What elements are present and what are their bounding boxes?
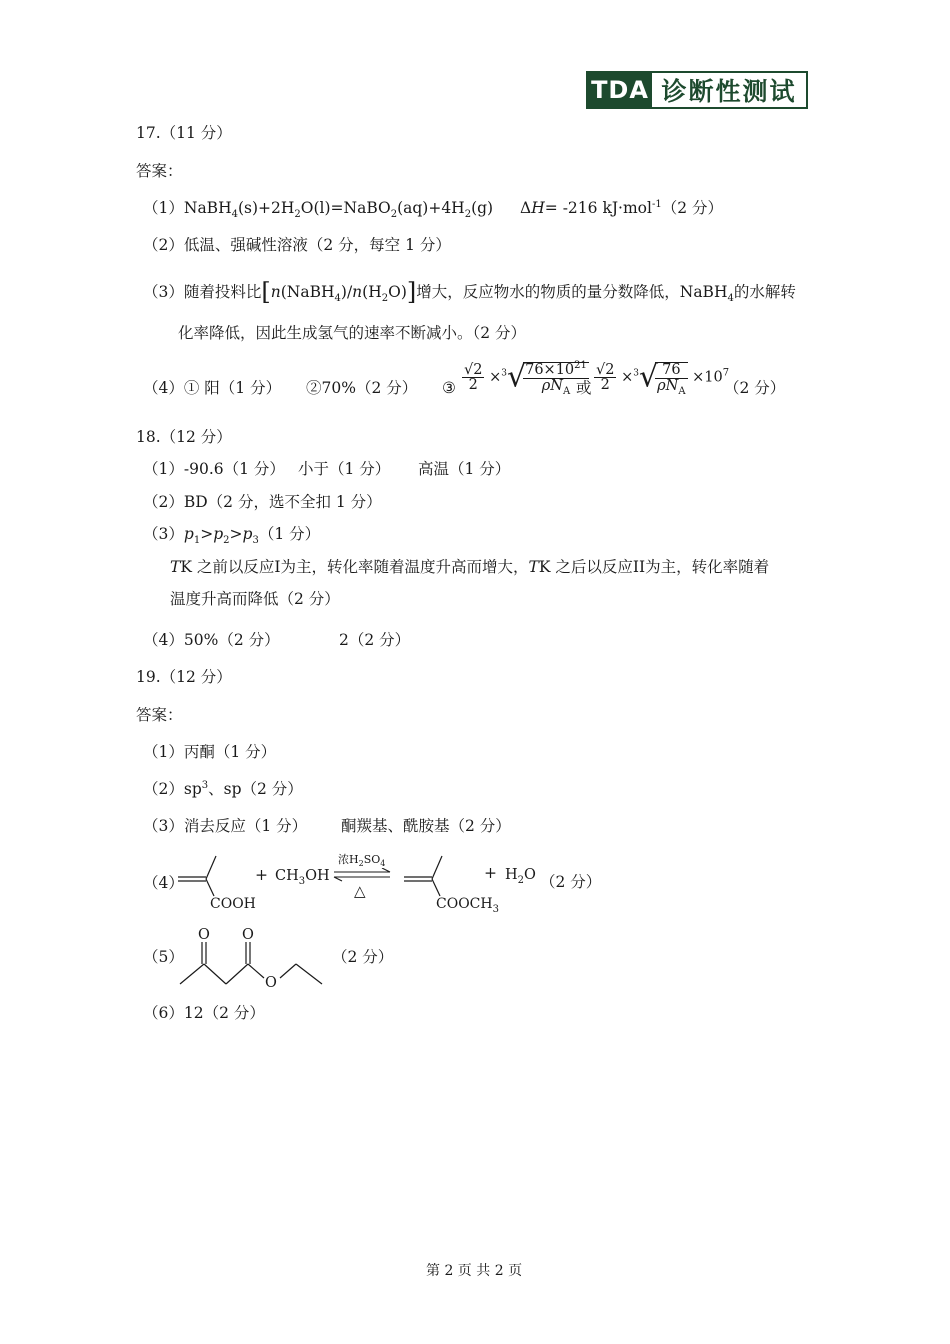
q19-title: 19.（12 分） — [136, 668, 232, 686]
q19-part1: （1）丙酮（1 分） — [143, 743, 277, 761]
methyl-methacrylate-structure — [402, 852, 446, 898]
q17-part4-c-label: ③ — [442, 379, 456, 397]
q19-part3-b: 酮羰基、酰胺基（2 分） — [341, 817, 511, 835]
q17-formula-1: $\frac{√2}{2}$ ×$^3$√ $\frac{76\times 10^{21}}{\rho N_A}$ — [464, 359, 587, 397]
q17-part3: （3）随着投料比$[n(NaBH_4)/n(H_2O)]$增大，反应物水的物质的量分数降低，NaBH$_4$的水解转 — [143, 278, 796, 306]
q19-answer-label: 答案： — [136, 706, 183, 724]
q19-part4-label: （4） — [143, 874, 184, 892]
ester-o: O — [265, 975, 277, 991]
q18-part1-a: （1）-90.6（1 分） — [143, 460, 285, 478]
reaction-condition: 浓$H_2SO_4$ — [338, 853, 386, 869]
q19-part2: $(2)sp^3$、sp（2 分） — [143, 779, 303, 798]
q17-part2: （2）低温、强碱性溶液（2 分，每空 1 分） — [143, 236, 451, 254]
q17-answer-label: 答案： — [136, 162, 183, 180]
plus-2: + — [484, 864, 497, 882]
logo-title: 诊断性测试 — [652, 73, 806, 107]
q18-title: 18.（12 分） — [136, 428, 232, 446]
q17-title: 17.（11 分） — [136, 124, 232, 142]
cooch3-label: $COOCH_3$ — [436, 896, 499, 915]
q18-part4-a: （4）50%（2 分） — [143, 631, 280, 649]
heat-symbol: △ — [354, 882, 366, 900]
cooh-label: COOH — [210, 896, 256, 912]
q18-part4-b: 2（2 分） — [339, 631, 411, 649]
plus-1: + — [255, 866, 268, 884]
carbonyl-o-1: O — [198, 927, 210, 943]
q17-part4-b: ②70%（2 分） — [306, 379, 418, 397]
q18-part2: （2）BD（2 分，选不全扣 1 分） — [143, 493, 382, 511]
methanol: $CH_3OH$ — [275, 868, 330, 887]
q17-part4-a: （4）① 阳（1 分） — [143, 379, 282, 397]
q17-or: 或 — [576, 379, 592, 397]
tda-logo — [586, 71, 808, 109]
q19-part5-score: （2 分） — [332, 948, 394, 966]
q18-part3-line2: 温度升高而降低（2 分） — [170, 590, 340, 608]
q18-part3-explain: TK 之前以反应I为主，转化率随着温度升高而增大，TK 之后以反应II为主，转化率随着 — [170, 558, 770, 576]
q19-part4-score: （2 分） — [540, 873, 602, 891]
q17-part4-score: （2 分） — [724, 379, 786, 397]
water: $H_2O$ — [505, 867, 536, 886]
q17-part3-line2: 化率降低，因此生成氢气的速率不断减小。（2 分） — [178, 324, 527, 342]
logo-tda: TDA — [588, 73, 652, 107]
q18-part1-b: 小于（1 分） — [298, 460, 391, 478]
carbonyl-o-2: O — [242, 927, 254, 943]
methacrylic-acid-structure — [176, 852, 220, 898]
q17-part1: $(1)NaBH_4(s)+2H_2O(l)=NaBO_2(aq)+4H_2(g)$ ΔH= -216 kJ·mol$^{-1}$（2 分） — [143, 198, 724, 221]
page-footer: 第 2 页 共 2 页 — [426, 1263, 523, 1279]
q19-part3-a: （3）消去反应（1 分） — [143, 817, 308, 835]
q18-part3: $(3)p_1>p_2>p_3(1$ 分） — [143, 525, 321, 547]
q18-part1-c: 高温（1 分） — [418, 460, 511, 478]
reversible-arrow-icon — [332, 868, 392, 882]
q17-formula-2: $\frac{√2}{2}$ ×$^3$√ $\frac{76}{\rho N_A}$ $\times 10^7$ — [596, 359, 730, 397]
q19-part6: （6）12（2 分） — [143, 1004, 265, 1022]
q19-part5-label: （5） — [143, 948, 184, 966]
